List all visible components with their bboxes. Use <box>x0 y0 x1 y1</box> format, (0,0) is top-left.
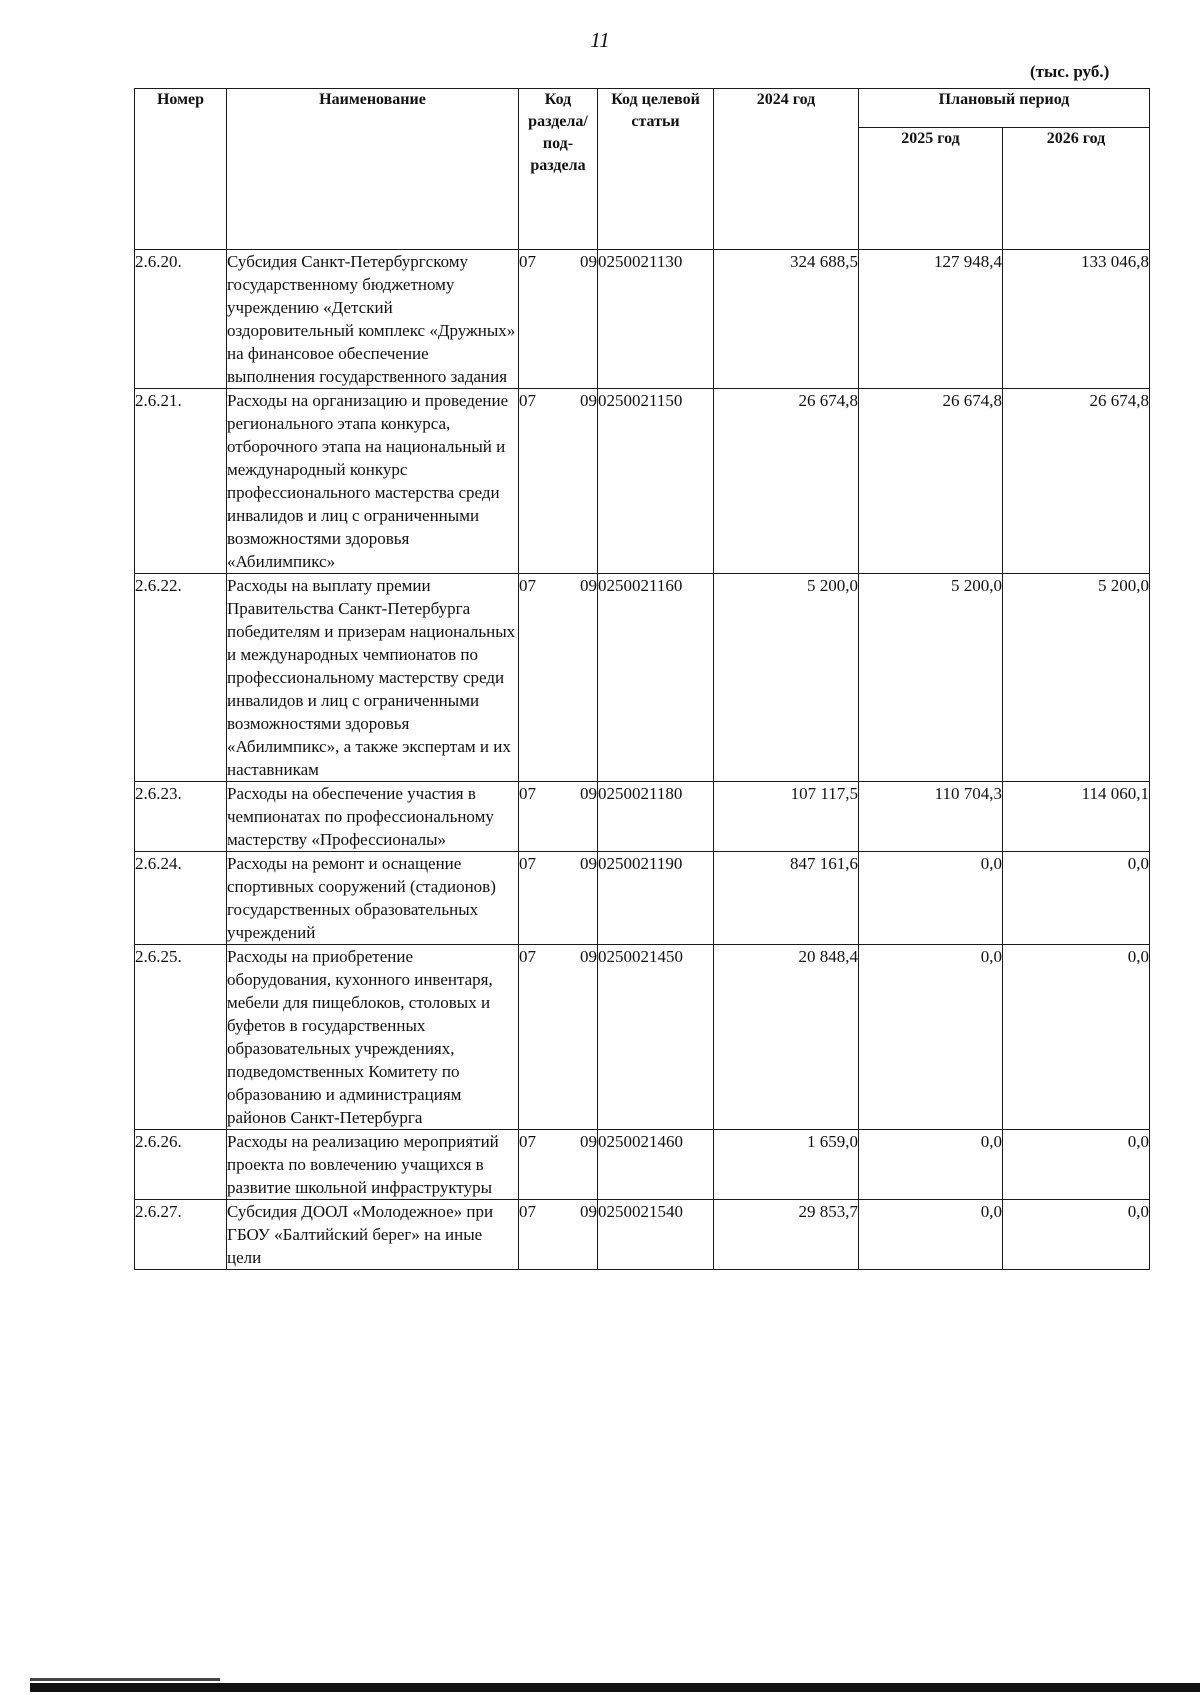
units-label: (тыс. руб.) <box>1030 62 1110 81</box>
row-amount-2024: 5 200,0 <box>714 574 859 782</box>
header-section-code: Код раздела/ под-раздела <box>519 89 598 250</box>
table-row <box>135 250 1150 389</box>
header-row-top <box>135 89 1150 128</box>
table-header <box>135 89 1150 250</box>
row-amount-2026: 26 674,8 <box>1003 389 1150 574</box>
table-row <box>135 945 1150 1130</box>
header-number: Номер <box>135 89 227 250</box>
table-row <box>135 1200 1150 1270</box>
row-section: 07 <box>519 854 536 873</box>
table-row <box>135 782 1150 852</box>
row-amount-2025: 26 674,8 <box>859 389 1003 574</box>
row-amount-2026: 5 200,0 <box>1003 574 1150 782</box>
header-planning-period: Плановый период <box>859 89 1150 128</box>
row-name: Субсидия ДООЛ «Молодежное» при ГБОУ «Балтийский берег» на иные цели <box>227 1200 519 1270</box>
row-subsection: 09 <box>580 854 597 873</box>
row-number: 2.6.22. <box>135 574 227 782</box>
row-amount-2024: 1 659,0 <box>714 1130 859 1200</box>
row-section-code <box>519 1200 598 1270</box>
row-number: 2.6.20. <box>135 250 227 389</box>
row-target-code: 0250021540 <box>598 1200 714 1270</box>
row-amount-2024: 324 688,5 <box>714 250 859 389</box>
table-row <box>135 852 1150 945</box>
row-name: Расходы на реализацию мероприятий проекта по вовлечению учащихся в развитие школьной инфраструктуры <box>227 1130 519 1200</box>
row-target-code: 0250021190 <box>598 852 714 945</box>
row-amount-2025: 110 704,3 <box>859 782 1003 852</box>
row-section-code <box>519 250 598 389</box>
page-number: 11 <box>590 28 610 52</box>
table-row <box>135 389 1150 574</box>
row-name: Субсидия Санкт-Петербургскому государственному бюджетному учреждению «Детский оздоровительный комплекс «Дружных» на финансовое обеспечение выполнения государственного задания <box>227 250 519 389</box>
row-amount-2025: 127 948,4 <box>859 250 1003 389</box>
row-amount-2025: 0,0 <box>859 1200 1003 1270</box>
row-target-code: 0250021460 <box>598 1130 714 1200</box>
row-amount-2024: 847 161,6 <box>714 852 859 945</box>
row-subsection: 09 <box>580 1132 597 1151</box>
table-body <box>135 250 1150 1270</box>
row-section: 07 <box>519 1132 536 1151</box>
row-amount-2024: 26 674,8 <box>714 389 859 574</box>
row-amount-2024: 20 848,4 <box>714 945 859 1130</box>
row-number: 2.6.21. <box>135 389 227 574</box>
row-amount-2026: 0,0 <box>1003 852 1150 945</box>
row-subsection: 09 <box>580 252 597 271</box>
row-amount-2025: 0,0 <box>859 852 1003 945</box>
row-section: 07 <box>519 784 536 803</box>
row-name: Расходы на организацию и проведение регионального этапа конкурса, отборочного этапа на национальный и международный конкурс профессионального мастерства среди инвалидов и лиц с ограниченными возможностями здоровья «Абилимпикс» <box>227 389 519 574</box>
row-name: Расходы на ремонт и оснащение спортивных сооружений (стадионов) государственных образовательных учреждений <box>227 852 519 945</box>
header-year-2026: 2026 год <box>1003 128 1150 250</box>
row-section: 07 <box>519 391 536 410</box>
row-amount-2026: 0,0 <box>1003 1130 1150 1200</box>
row-number: 2.6.26. <box>135 1130 227 1200</box>
row-amount-2025: 0,0 <box>859 945 1003 1130</box>
row-amount-2024: 29 853,7 <box>714 1200 859 1270</box>
row-name: Расходы на обеспечение участия в чемпионатах по профессиональному мастерству «Профессионалы» <box>227 782 519 852</box>
row-amount-2025: 5 200,0 <box>859 574 1003 782</box>
row-subsection: 09 <box>580 391 597 410</box>
row-amount-2025: 0,0 <box>859 1130 1003 1200</box>
row-target-code: 0250021150 <box>598 389 714 574</box>
table-row <box>135 1130 1150 1200</box>
table-row <box>135 574 1150 782</box>
row-section: 07 <box>519 576 536 595</box>
row-section-code <box>519 574 598 782</box>
row-subsection: 09 <box>580 576 597 595</box>
row-subsection: 09 <box>580 784 597 803</box>
scan-edge-line <box>30 1678 220 1681</box>
row-section-code <box>519 945 598 1130</box>
row-number: 2.6.25. <box>135 945 227 1130</box>
row-amount-2026: 0,0 <box>1003 1200 1150 1270</box>
row-section: 07 <box>519 252 536 271</box>
row-section-code <box>519 389 598 574</box>
row-target-code: 0250021180 <box>598 782 714 852</box>
row-section: 07 <box>519 1202 536 1221</box>
budget-table <box>134 88 1150 1270</box>
row-name: Расходы на выплату премии Правительства Санкт-Петербурга победителям и призерам национальных и международных чемпионатов по профессиональному мастерству среди инвалидов и лиц с ограниченными возможностями здоровья «Абилимпикс», а также экспертам и их наставникам <box>227 574 519 782</box>
row-section-code <box>519 852 598 945</box>
row-number: 2.6.24. <box>135 852 227 945</box>
header-target-code: Код целевой статьи <box>598 89 714 250</box>
row-subsection: 09 <box>580 1202 597 1221</box>
row-name: Расходы на приобретение оборудования, кухонного инвентаря, мебели для пищеблоков, столовых и буфетов в государственных образовательных учреждениях, подведомственных Комитету по образованию и администрациям районов Санкт-Петербурга <box>227 945 519 1130</box>
header-year-2025: 2025 год <box>859 128 1003 250</box>
row-number: 2.6.23. <box>135 782 227 852</box>
header-name: Наименование <box>227 89 519 250</box>
row-section: 07 <box>519 947 536 966</box>
scan-bottom-bar <box>30 1683 1200 1692</box>
row-target-code: 0250021450 <box>598 945 714 1130</box>
row-amount-2026: 114 060,1 <box>1003 782 1150 852</box>
row-subsection: 09 <box>580 947 597 966</box>
row-number: 2.6.27. <box>135 1200 227 1270</box>
row-target-code: 0250021160 <box>598 574 714 782</box>
row-amount-2026: 0,0 <box>1003 945 1150 1130</box>
header-year-2024: 2024 год <box>714 89 859 250</box>
row-section-code <box>519 1130 598 1200</box>
row-amount-2024: 107 117,5 <box>714 782 859 852</box>
row-section-code <box>519 782 598 852</box>
row-target-code: 0250021130 <box>598 250 714 389</box>
row-amount-2026: 133 046,8 <box>1003 250 1150 389</box>
